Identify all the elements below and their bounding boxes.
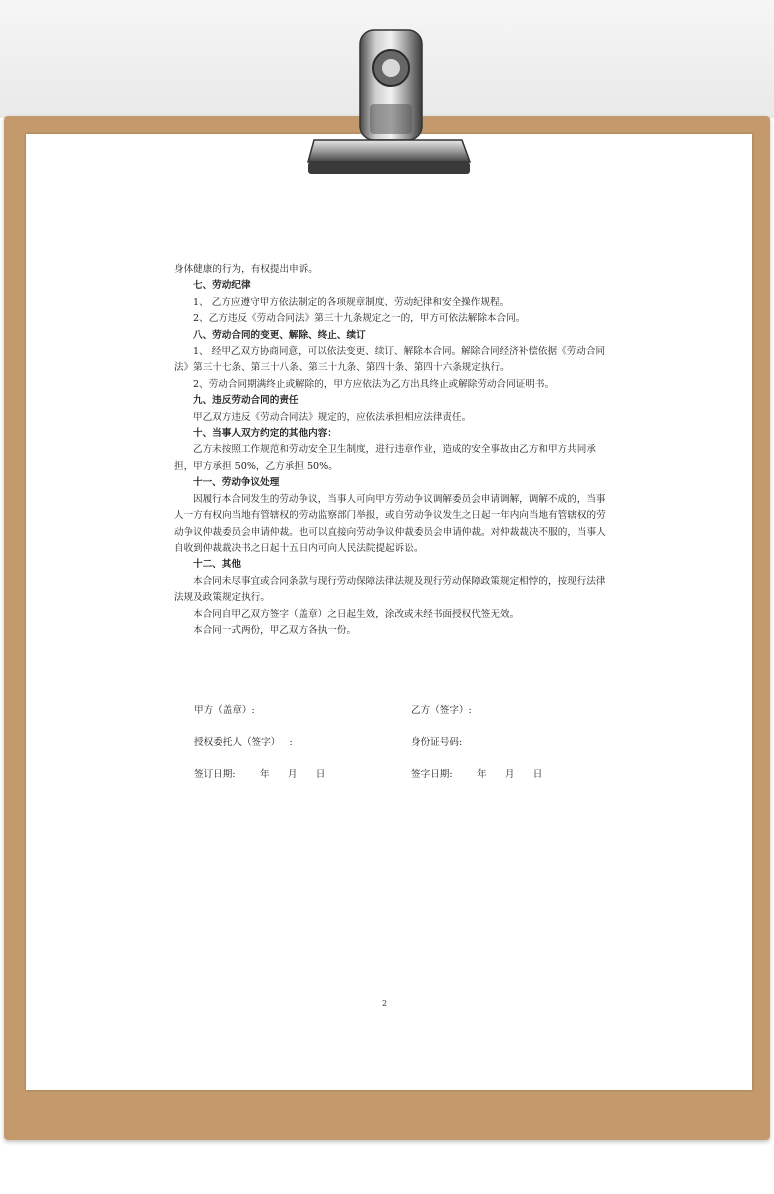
sign-date-a: 签订日期: 年 月 日 xyxy=(194,769,326,780)
line-2: 1、 乙方应遵守甲方依法制定的各项规章制度、劳动纪律和安全操作规程。 xyxy=(193,296,510,308)
heading-10: 十、当事人双方约定的其他内容： xyxy=(193,428,337,440)
heading-9: 九、违反劳动合同的责任 xyxy=(193,395,299,407)
line-0: 身体健康的行为，有权提出申诉。 xyxy=(174,264,318,275)
heading-11: 十一、劳动争议处理 xyxy=(193,477,280,489)
line-12: 因履行本合同发生的劳动争议，当事人可向甲方劳动争议调解委员会申请调解，调解不成的，当事人一方有权向当地有管辖权的劳动监察部门举报，或自劳动争议发生之日起一年内向当地有管辖权的劳动争议仲裁委员会申请仲裁。也可以直接向劳动争议仲裁委员会申请仲裁。对仲裁裁决不服的，当事人自收到仲裁裁决书之日起十五日内可向人民法院提起诉讼。 xyxy=(174,493,606,554)
party-a-label: 甲方（盖章）: xyxy=(194,705,255,716)
line-6: 2、劳动合同期满终止或解除的，甲方应依法为乙方出具终止或解除劳动合同证明书。 xyxy=(193,378,555,390)
line-10: 乙方未按照工作规范和劳动安全卫生制度，进行违章作业，造成的安全事故由乙方和甲方共同承担，甲方承担 50%，乙方承担 50%。 xyxy=(174,444,596,472)
agent-label: 授权委托人（签字） : xyxy=(194,737,293,748)
id-number-label: 身份证号码: xyxy=(411,737,463,748)
document-body xyxy=(174,262,606,639)
heading-7: 七、劳动纪律 xyxy=(193,280,251,292)
heading-8: 八、劳动合同的变更、解除、终止、续订 xyxy=(193,329,366,341)
line-14: 本合同未尽事宜或合同条款与现行劳动保障法律法规及现行劳动保障政策规定相悖的，按现行法律法规及政策规定执行。 xyxy=(174,575,606,604)
party-b-label: 乙方（签字）: xyxy=(411,705,472,716)
page-number: 2 xyxy=(382,999,388,1008)
line-8: 甲乙双方违反《劳动合同法》规定的，应依法承担相应法律责任。 xyxy=(193,411,472,423)
line-16: 本合同一式两份，甲乙双方各执一份。 xyxy=(193,624,357,636)
line-15: 本合同自甲乙双方签字（盖章）之日起生效，涂改或未经书面授权代签无效。 xyxy=(193,608,520,620)
line-5: 1、 经甲乙双方协商同意，可以依法变更、续订、解除本合同。解除合同经济补偿依据《劳动合同法》第三十七条、第三十八条、第三十九条、第四十条、第四十六条规定执行。 xyxy=(174,346,606,374)
binder-clip-icon xyxy=(300,22,476,178)
heading-12: 十二、其他 xyxy=(193,559,241,571)
line-3: 2、乙方违反《劳动合同法》第三十九条规定之一的，甲方可依法解除本合同。 xyxy=(193,313,526,325)
sign-date-b: 签字日期: 年 月 日 xyxy=(411,769,543,780)
